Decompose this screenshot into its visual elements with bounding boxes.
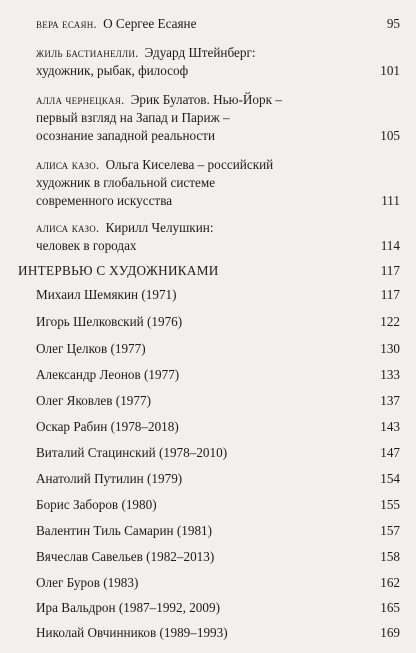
interview-title: Ира Вальдрон (1987–1992, 2009) xyxy=(36,600,220,615)
entry-title-line: человек в городах xyxy=(36,238,137,253)
interview-title: Игорь Шелковский (1976) xyxy=(36,314,183,329)
page-number: 169 xyxy=(380,625,400,640)
toc-entry-interview xyxy=(36,574,400,592)
page-number: 143 xyxy=(380,419,400,434)
entry-title-line: художник, рыбак, философ xyxy=(36,63,189,78)
page-number: 147 xyxy=(380,445,400,460)
interview-title: Анатолий Путилин (1979) xyxy=(36,471,183,486)
section-heading-interviews xyxy=(18,262,400,280)
toc-entry-interview xyxy=(36,418,400,436)
interview-title: Олег Целков (1977) xyxy=(36,341,146,356)
toc-entry-interview xyxy=(36,340,400,358)
page-number: 158 xyxy=(380,549,400,564)
interview-title: Вячеслав Савельев (1982–2013) xyxy=(36,549,215,564)
entry-author: вера есаян. xyxy=(36,17,97,31)
page-number: 165 xyxy=(380,600,400,615)
interview-title: Олег Яковлев (1977) xyxy=(36,393,151,408)
page-number: 101 xyxy=(380,63,400,78)
entry-author: алиса казо. xyxy=(36,221,100,235)
toc-entry-interview xyxy=(36,496,400,514)
page-number: 114 xyxy=(380,238,400,253)
toc-entry-steinberg xyxy=(36,44,400,80)
page-number: 105 xyxy=(380,128,400,143)
interview-title: Оскар Рабин (1978–2018) xyxy=(36,419,179,434)
toc-entry-interview xyxy=(36,366,400,384)
toc-entry-interview xyxy=(36,313,400,331)
page-number: 157 xyxy=(380,523,400,538)
interview-title: Виталий Стацинский (1978–2010) xyxy=(36,445,228,460)
page-number: 122 xyxy=(380,314,400,329)
entry-author: алиса казо. xyxy=(36,158,100,172)
toc-entry-interview xyxy=(36,599,400,617)
toc-entry-interview xyxy=(36,522,400,540)
entry-title-line: художник в глобальной системе xyxy=(36,175,216,190)
section-title: ИНТЕРВЬЮ С ХУДОЖНИКАМИ xyxy=(18,263,219,278)
entry-title-line: осознание западной реальности xyxy=(36,128,216,143)
entry-title-line: Ольга Киселева – российский xyxy=(105,157,274,172)
toc-entry-esayan xyxy=(36,15,400,33)
toc-entry-chelushkin xyxy=(36,219,400,255)
page-number: 162 xyxy=(380,575,400,590)
interview-title: Олег Буров (1983) xyxy=(36,575,139,590)
entry-title-line: Кирилл Челушкин: xyxy=(105,220,214,235)
toc-entry-interview xyxy=(36,548,400,566)
toc-entry-interview xyxy=(36,624,400,642)
entry-title-line: первый взгляд на Запад и Париж – xyxy=(36,110,230,125)
toc-entry-bulatov xyxy=(36,91,400,145)
toc-entry-interview xyxy=(36,392,400,410)
toc-entry-kiseleva xyxy=(36,156,400,210)
entry-author: жиль бастианелли. xyxy=(36,46,139,60)
interview-title: Валентин Тиль Самарин (1981) xyxy=(36,523,213,538)
page-number: 111 xyxy=(381,193,400,208)
page-number: 155 xyxy=(380,497,400,512)
entry-title-line: современного искусства xyxy=(36,193,173,208)
page-number: 130 xyxy=(380,341,400,356)
interview-title: Николай Овчинников (1989–1993) xyxy=(36,625,228,640)
page-number: 137 xyxy=(380,393,400,408)
entry-title-line: Эрик Булатов. Нью-Йорк – xyxy=(130,92,282,107)
interview-title: Михаил Шемякин (1971) xyxy=(36,287,177,302)
interview-title: Александр Леонов (1977) xyxy=(36,367,180,382)
page-number: 133 xyxy=(380,367,400,382)
page-number: 95 xyxy=(386,16,400,31)
toc-entry-interview xyxy=(36,286,400,304)
toc-entry-interview xyxy=(36,470,400,488)
entry-title-line: О Сергее Есаяне xyxy=(103,16,197,31)
page-number: 117 xyxy=(380,287,400,302)
page-number: 154 xyxy=(380,471,400,486)
entry-title-line: Эдуард Штейнберг: xyxy=(144,45,256,60)
interview-title: Борис Заборов (1980) xyxy=(36,497,157,512)
page-number: 117 xyxy=(380,263,400,278)
entry-author: алла чернецкая. xyxy=(36,93,125,107)
toc-entry-interview xyxy=(36,444,400,462)
